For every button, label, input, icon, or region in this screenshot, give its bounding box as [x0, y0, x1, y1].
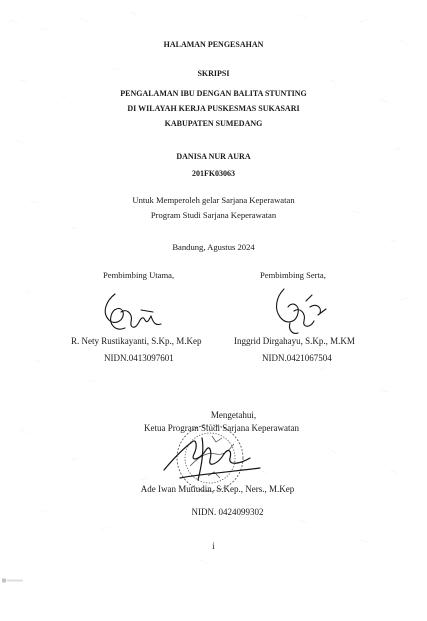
document-type: SKRIPSI [197, 69, 230, 78]
thesis-title-line-1: PENGALAMAN IBU DENGAN BALITA STUNTING [120, 89, 307, 98]
secondary-supervisor-signature-icon [266, 283, 336, 341]
scan-margin [0, 580, 427, 621]
thesis-title-line-3: KABUPATEN SUMEDANG [164, 119, 263, 128]
scanner-watermark-icon [2, 578, 24, 584]
primary-supervisor-role: Pembimbing Utama, [103, 270, 175, 280]
purpose-line-2: Program Studi Sarjana Keperawatan [150, 210, 277, 220]
secondary-supervisor-nidn: NIDN.0421067504 [262, 353, 332, 363]
thesis-title-line-2: DI WILAYAH KERJA PUSKESMAS SUKASARI [127, 104, 300, 113]
author-name: DANISA NUR AURA [176, 152, 251, 161]
secondary-supervisor-role: Pembimbing Serta, [260, 270, 326, 280]
author-student-id: 201FK03063 [191, 169, 236, 178]
approval-label: Mengetahui, [210, 410, 257, 420]
secondary-supervisor-name: Inggrid Dirgahayu, S.Kp., M.KM [234, 336, 355, 346]
page-number: i [212, 541, 215, 551]
purpose-line-1: Untuk Memperoleh gelar Sarjana Keperawatan [132, 195, 295, 205]
approval-position: Ketua Program Studi Sarjana Keperawatan [144, 423, 299, 433]
primary-supervisor-name: R. Nety Rustikayanti, S.Kp., M.Kep [71, 336, 202, 346]
primary-supervisor-signature-icon [95, 290, 165, 340]
approver-nidn: NIDN. 0424099302 [191, 507, 264, 517]
page-heading: HALAMAN PENGESAHAN [163, 40, 264, 49]
place-and-date: Bandung, Agustus 2024 [172, 242, 255, 252]
approver-name: Ade Iwan Mutiudin, S.Kep., Ners., M.Kep [140, 484, 295, 494]
primary-supervisor-nidn: NIDN.0413097601 [104, 353, 174, 363]
